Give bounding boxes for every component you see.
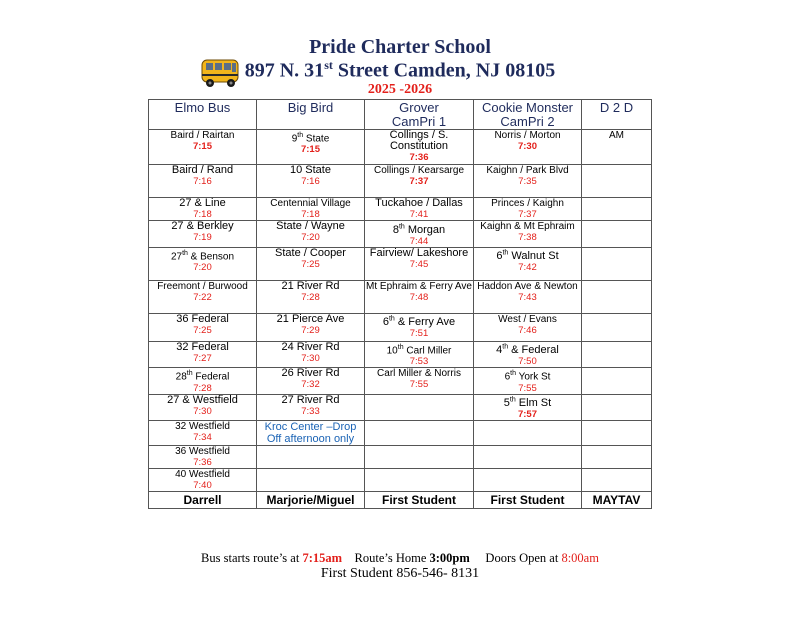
stop-cell [365,421,474,446]
stop-cell: 10th Carl Miller 7:53 [365,341,474,368]
stop-cell: Freemont / Burwood 7:22 [149,280,257,313]
table-row [149,469,652,492]
header-row [149,100,652,130]
table-row [149,165,652,198]
stop-cell: 6th York St 7:55 [474,368,582,394]
stop-cell [582,394,652,421]
column-header: Big Bird [257,100,365,130]
stop-cell: Tuckahoe / Dallas 7:41 [365,198,474,221]
column-header: Elmo Bus [149,100,257,130]
stop-cell [582,313,652,341]
column-header: Cookie Monster CamPri 2 [474,100,582,130]
stop-cell [582,341,652,368]
stop-cell [365,446,474,469]
stop-cell: 24 River Rd 7:30 [257,341,365,368]
stop-cell: State / Cooper 7:25 [257,247,365,280]
stop-cell [365,469,474,492]
contact-line: First Student 856-546- 8131 [320,566,480,581]
stop-cell [582,221,652,248]
table-row [149,130,652,165]
table-row [149,341,652,368]
stop-cell: 36 Federal 7:25 [149,313,257,341]
driver-cell: First Student [474,492,582,509]
route-start-time: 7:15am [302,551,343,565]
stop-cell: 40 Westfield 7:40 [149,469,257,492]
stop-cell: 8th Morgan 7:44 [365,221,474,248]
table-row [149,421,652,446]
school-year: 2025 -2026 [367,82,433,97]
route-home-time: 3:00pm [429,551,470,565]
stop-cell: Norris / Morton 7:30 [474,130,582,165]
table-row [149,198,652,221]
stop-cell: 27th & Benson 7:20 [149,247,257,280]
table-row [149,446,652,469]
stop-cell: Collings / Kearsarge 7:37 [365,165,474,198]
stop-cell: 21 River Rd 7:28 [257,280,365,313]
doors-open-time: 8:00am [561,551,599,565]
stop-cell: Haddon Ave & Newton 7:43 [474,280,582,313]
stop-cell: 27 & Line 7:18 [149,198,257,221]
schedule-summary: Bus starts route’s at 7:15am Route’s Home 3:00pm Doors Open at 8:00am [201,551,599,565]
column-header: D 2 D [582,100,652,130]
table-row [149,247,652,280]
stop-cell [582,198,652,221]
stop-cell [474,421,582,446]
stop-cell: Centennial Village 7:18 [257,198,365,221]
stop-cell [582,469,652,492]
table-row [149,368,652,394]
stop-cell: 4th & Federal 7:50 [474,341,582,368]
stop-cell [257,421,365,446]
stop-cell [582,446,652,469]
stop-cell [365,394,474,421]
school-address: 897 N. 31st Street Camden, NJ 08105 [244,58,556,82]
stop-cell [474,446,582,469]
stop-cell [582,421,652,446]
stop-cell [582,368,652,394]
stop-cell: 10 State 7:16 [257,165,365,198]
stop-cell: 36 Westfield 7:36 [149,446,257,469]
stop-cell: 6th Walnut St 7:42 [474,247,582,280]
stop-cell: 9th State 7:15 [257,130,365,165]
stop-cell: 32 Federal 7:27 [149,341,257,368]
driver-cell: Marjorie/Miguel [257,492,365,509]
stop-cell: 26 River Rd 7:32 [257,368,365,394]
stop-cell: Fairview/ Lakeshore 7:45 [365,247,474,280]
stop-cell: 27 River Rd 7:33 [257,394,365,421]
stop-cell: 27 & Westfield 7:30 [149,394,257,421]
stop-cell [257,469,365,492]
stop-cell [257,446,365,469]
stop-cell: Mt Ephraim & Ferry Ave 7:48 [365,280,474,313]
stop-cell: Baird / Rairtan 7:15 [149,130,257,165]
drop-off-note: Kroc Center –Drop Off afternoon only [264,421,357,446]
header [0,0,800,100]
stop-cell [582,165,652,198]
school-bus-icon [198,52,242,92]
stop-cell: Baird / Rand 7:16 [149,165,257,198]
stop-cell: 6th & Ferry Ave 7:51 [365,313,474,341]
stop-cell: West / Evans 7:46 [474,313,582,341]
driver-cell: MAYTAV [582,492,652,509]
table-row [149,394,652,421]
stop-cell: 28th Federal 7:28 [149,368,257,394]
stop-cell: Carl Miller & Norris 7:55 [365,368,474,394]
stop-cell: 27 & Berkley 7:19 [149,221,257,248]
stop-cell [474,469,582,492]
stop-cell: Princes / Kaighn 7:37 [474,198,582,221]
school-name: Pride Charter School [309,36,491,58]
stop-cell: State / Wayne 7:20 [257,221,365,248]
stop-cell [582,280,652,313]
driver-cell: First Student [365,492,474,509]
driver-cell: Darrell [149,492,257,509]
drivers-row [149,492,652,509]
stop-cell: Kaighn & Mt Ephraim 7:38 [474,221,582,248]
stop-cell: 5th Elm St 7:57 [474,394,582,421]
stop-cell: Kaighn / Park Blvd 7:35 [474,165,582,198]
stop-cell: AM [582,130,652,165]
bus-schedule-table [148,99,652,509]
stop-cell: 21 Pierce Ave 7:29 [257,313,365,341]
table-row [149,313,652,341]
column-header: Grover CamPri 1 [365,100,474,130]
stop-cell: 32 Westfield 7:34 [149,421,257,446]
table-row [149,280,652,313]
stop-cell: Collings / S. Constitution 7:36 [365,130,474,165]
stop-cell [582,247,652,280]
table-row [149,221,652,248]
